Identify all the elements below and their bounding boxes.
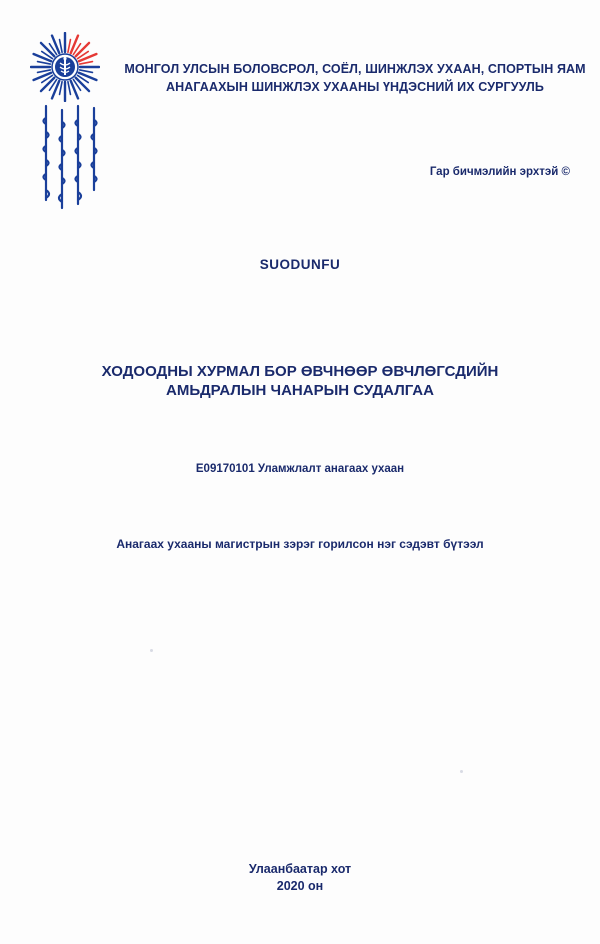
emblem-ray [60, 82, 63, 95]
emblem-ray [80, 62, 93, 65]
emblem-ray [76, 43, 89, 56]
copyright-notice: Гар бичмэлийн эрхтэй © [429, 166, 570, 178]
mongolian-script-university-name [34, 104, 106, 214]
emblem-ray [38, 70, 51, 73]
paper-speck [460, 770, 463, 773]
emblem-ray [68, 40, 71, 53]
university-name: АНАГААХЫН ШИНЖЛЭХ УХААНЫ ҮНДЭСНИЙ ИХ СУРГУУЛЬ [166, 80, 544, 94]
ministry-name: МОНГОЛ УЛСЫН БОЛОВСРОЛ, СОЁЛ, ШИНЖЛЭХ УХААН, СПОРТЫН ЯАМ [124, 62, 586, 76]
institution-header [120, 60, 590, 96]
year: 2020 он [276, 879, 324, 893]
emblem-ray [38, 62, 51, 65]
paper-speck [150, 649, 153, 652]
university-sun-emblem-icon [30, 32, 100, 102]
city: Улаанбаатар хот [248, 862, 352, 876]
thesis-title-line-2: АМЬДРАЛЫН ЧАНАРЫН СУДАЛГАА [166, 382, 434, 399]
emblem-ray [68, 82, 71, 95]
specialty-code: E09170101 Уламжлалт анагаах ухаан [195, 463, 405, 475]
emblem-ray [41, 43, 54, 56]
place-and-year [0, 861, 600, 895]
degree-statement: Анагаах ухааны магистрын зэрэг горилсон нэг сэдэвт бүтээл [116, 537, 484, 551]
emblem-ray [60, 40, 63, 53]
emblem-ray [76, 78, 89, 91]
thesis-title [40, 362, 560, 400]
emblem-ray [41, 78, 54, 91]
emblem-ray [80, 70, 93, 73]
author-name: SUODUNFU [259, 257, 341, 272]
thesis-title-line-1: ХОДООДНЫ ХУРМАЛ БОР ӨВЧНӨӨР ӨВЧЛӨГСДИЙН [101, 363, 499, 380]
